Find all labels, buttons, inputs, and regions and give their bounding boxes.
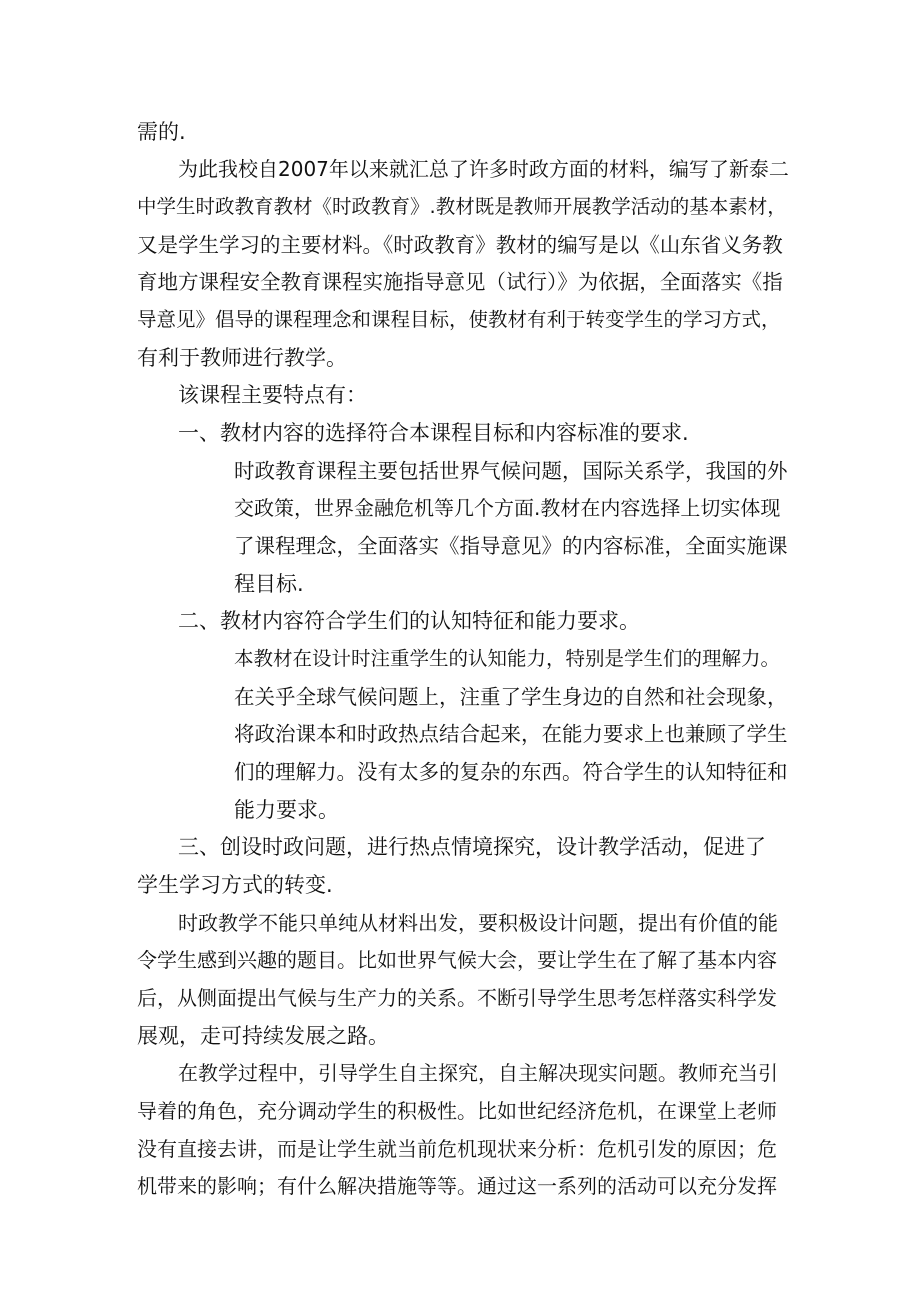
text-line: 们的理解力。没有太多的复杂的东西。符合学生的认知特征和: [234, 760, 788, 784]
text-line: 中学生时政教育教材《时政教育》.教材既是教师开展教学活动的基本素材，: [137, 195, 787, 218]
text-line: 展观，走可持续发展之路。: [137, 1024, 389, 1048]
text-line: 时政教学不能只单纯从材料出发，要积极设计问题，提出有价值的能: [178, 911, 778, 935]
text-line: 育地方课程安全教育课程实施指导意见（试行）》为依据，全面落实《指: [137, 270, 783, 294]
text-line: 没有直接去讲，而是让学生就当前危机现状来分析：危机引发的原因；危: [137, 1137, 777, 1161]
text-line: 令学生感到兴趣的题目。比如世界气候大会，要让学生在了解了基本内容: [137, 948, 777, 972]
section-heading: 三、创设时政问题，进行热点情境探究，设计教学活动，促进了: [178, 835, 766, 859]
text-line: 为此我校自2007年以来就汇总了许多时政方面的材料，编写了新泰二: [178, 157, 789, 181]
text-line: 机带来的影响；有什么解决措施等等。通过这一系列的活动可以充分发挥: [137, 1174, 777, 1198]
text-line: 需的.: [137, 120, 186, 144]
text-line: 交政策，世界金融危机等几个方面.教材在内容选择上切实体现: [234, 496, 781, 520]
text-line: 导意见》倡导的课程理念和课程目标，使教材有利于转变学生的学习方式，: [137, 308, 781, 331]
text-line: 在关乎全球气候问题上，注重了学生身边的自然和社会现象，: [234, 685, 788, 709]
text-line: 后，从侧面提出气候与生产力的关系。不断引导学生思考怎样落实科学发: [137, 986, 777, 1010]
text-line: 该课程主要特点有：: [178, 383, 367, 407]
section-heading: 一、教材内容的选择符合本课程目标和内容标准的要求.: [178, 421, 689, 445]
text-line: 导着的角色，充分调动学生的积极性。比如世纪经济危机，在课堂上老师: [137, 1099, 777, 1123]
text-line: 有利于教师进行教学。: [137, 346, 347, 370]
text-line: 能力要求。: [234, 798, 339, 822]
text-line: 将政治课本和时政热点结合起来，在能力要求上也兼顾了学生: [234, 722, 788, 746]
text-line: 本教材在设计时注重学生的认知能力，特别是学生们的理解力。: [234, 647, 781, 670]
text-line: 了课程理念，全面落实《指导意见》的内容标准，全面实施课: [234, 534, 788, 558]
section-heading: 二、教材内容符合学生们的认知特征和能力要求。: [178, 609, 640, 633]
text-line: 程目标.: [234, 572, 304, 596]
text-line: 在教学过程中，引导学生自主探究，自主解决现实问题。教师充当引: [178, 1061, 778, 1085]
section-heading: 学生学习方式的转变.: [137, 873, 333, 897]
text-line: 时政教育课程主要包括世界气候问题，国际关系学，我国的外: [234, 459, 788, 483]
text-line: 又是学生学习的主要材料。《时政教育》教材的编写是以《山东省义务教: [137, 233, 783, 257]
